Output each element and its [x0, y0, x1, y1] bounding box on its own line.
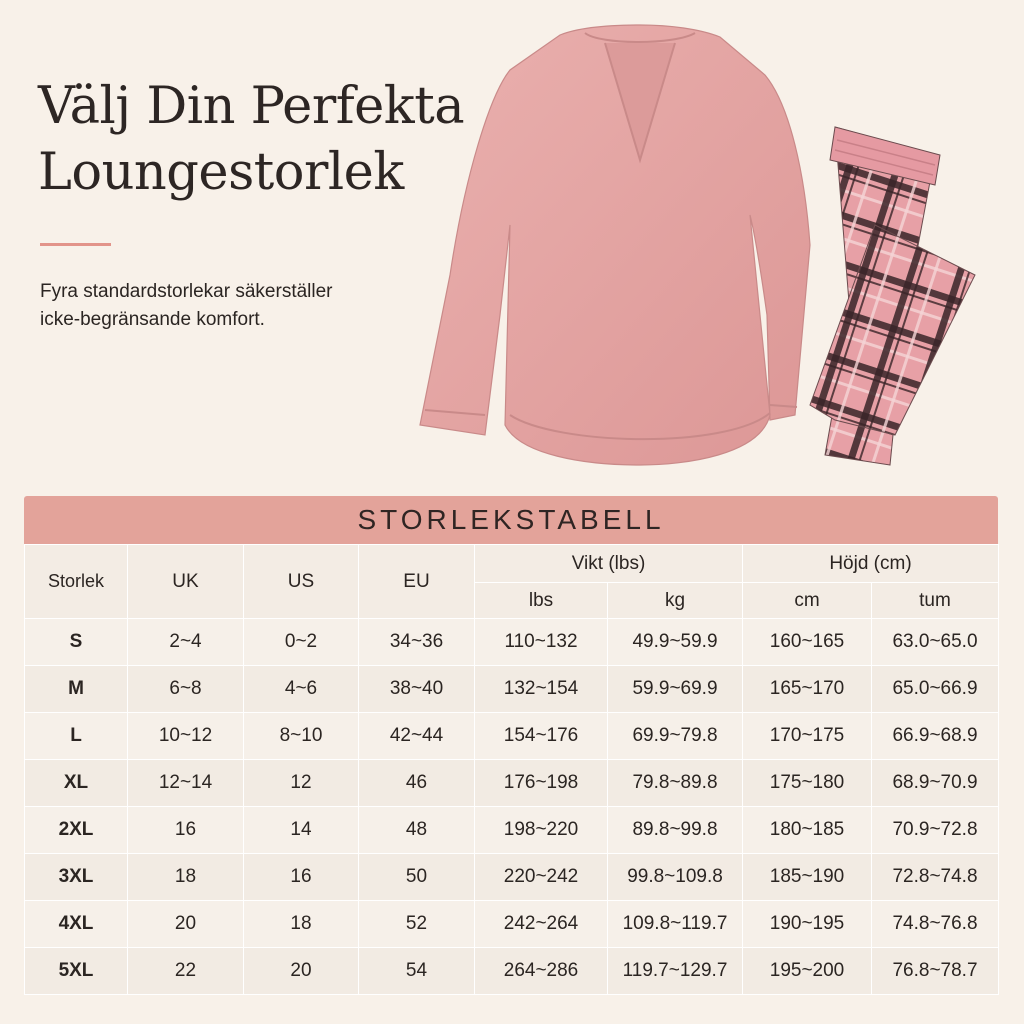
- cell-tum: 70.9~72.8: [872, 807, 999, 854]
- cell-eu: 54: [359, 948, 475, 995]
- cell-tum: 63.0~65.0: [872, 619, 999, 666]
- cell-lbs: 132~154: [475, 666, 608, 713]
- table-row: [25, 760, 999, 807]
- cell-size: 2XL: [25, 807, 128, 854]
- cell-eu: 46: [359, 760, 475, 807]
- subtitle-line-1: Fyra standardstorlekar säkerställer: [40, 281, 333, 302]
- cell-size: 5XL: [25, 948, 128, 995]
- pink-sweater: [420, 25, 810, 465]
- accent-divider: [40, 243, 111, 246]
- size-chart: [24, 496, 998, 998]
- cell-lbs: 176~198: [475, 760, 608, 807]
- cell-size: 3XL: [25, 854, 128, 901]
- cell-lbs: 110~132: [475, 619, 608, 666]
- title-line-2: Loungestorlek: [38, 143, 404, 202]
- cell-size: L: [25, 713, 128, 760]
- cell-eu: 34~36: [359, 619, 475, 666]
- cell-size: S: [25, 619, 128, 666]
- table-row: [25, 948, 999, 995]
- cell-kg: 49.9~59.9: [608, 619, 743, 666]
- cell-uk: 12~14: [128, 760, 244, 807]
- subtitle: [40, 278, 420, 334]
- cell-lbs: 264~286: [475, 948, 608, 995]
- cell-size: 4XL: [25, 901, 128, 948]
- cell-cm: 185~190: [743, 854, 872, 901]
- cell-kg: 109.8~119.7: [608, 901, 743, 948]
- cell-kg: 79.8~89.8: [608, 760, 743, 807]
- header-weight: Vikt (lbs): [475, 545, 743, 583]
- cell-tum: 68.9~70.9: [872, 760, 999, 807]
- size-chart-title: STORLEKSTABELL: [357, 504, 665, 535]
- cell-eu: 48: [359, 807, 475, 854]
- cell-eu: 42~44: [359, 713, 475, 760]
- cell-eu: 50: [359, 854, 475, 901]
- header-lbs: lbs: [475, 583, 608, 619]
- cell-cm: 190~195: [743, 901, 872, 948]
- cell-us: 12: [244, 760, 359, 807]
- cell-tum: 66.9~68.9: [872, 713, 999, 760]
- cell-us: 0~2: [244, 619, 359, 666]
- cell-cm: 180~185: [743, 807, 872, 854]
- cell-kg: 99.8~109.8: [608, 854, 743, 901]
- cell-cm: 165~170: [743, 666, 872, 713]
- cell-size: XL: [25, 760, 128, 807]
- cell-cm: 160~165: [743, 619, 872, 666]
- cell-uk: 22: [128, 948, 244, 995]
- header-tum: tum: [872, 583, 999, 619]
- table-row: [25, 807, 999, 854]
- cell-us: 4~6: [244, 666, 359, 713]
- cell-tum: 65.0~66.9: [872, 666, 999, 713]
- cell-tum: 74.8~76.8: [872, 901, 999, 948]
- plaid-pants: [810, 127, 975, 465]
- header-height: Höjd (cm): [743, 545, 999, 583]
- cell-us: 18: [244, 901, 359, 948]
- table-row: [25, 854, 999, 901]
- table-row: [25, 619, 999, 666]
- subtitle-line-2: icke-begränsande komfort.: [40, 309, 265, 330]
- cell-kg: 89.8~99.8: [608, 807, 743, 854]
- cell-eu: 52: [359, 901, 475, 948]
- table-row: [25, 666, 999, 713]
- cell-cm: 170~175: [743, 713, 872, 760]
- cell-uk: 2~4: [128, 619, 244, 666]
- header-uk: UK: [128, 545, 244, 619]
- table-row: [25, 713, 999, 760]
- cell-uk: 18: [128, 854, 244, 901]
- cell-uk: 20: [128, 901, 244, 948]
- cell-lbs: 198~220: [475, 807, 608, 854]
- cell-size: M: [25, 666, 128, 713]
- cell-tum: 76.8~78.7: [872, 948, 999, 995]
- header-size: Storlek: [25, 545, 128, 619]
- header-kg: kg: [608, 583, 743, 619]
- header-cm: cm: [743, 583, 872, 619]
- title-line-1: Välj Din Perfekta: [38, 77, 465, 136]
- cell-us: 8~10: [244, 713, 359, 760]
- cell-eu: 38~40: [359, 666, 475, 713]
- product-image: [405, 15, 1005, 485]
- cell-lbs: 154~176: [475, 713, 608, 760]
- cell-uk: 6~8: [128, 666, 244, 713]
- size-chart-header: [24, 496, 998, 544]
- header-eu: EU: [359, 545, 475, 619]
- cell-cm: 175~180: [743, 760, 872, 807]
- hero-section: [0, 0, 1024, 490]
- cell-kg: 119.7~129.7: [608, 948, 743, 995]
- cell-us: 16: [244, 854, 359, 901]
- cell-kg: 59.9~69.9: [608, 666, 743, 713]
- size-table: [24, 544, 999, 995]
- table-row: [25, 901, 999, 948]
- cell-us: 14: [244, 807, 359, 854]
- cell-us: 20: [244, 948, 359, 995]
- header-us: US: [244, 545, 359, 619]
- cell-lbs: 242~264: [475, 901, 608, 948]
- cell-lbs: 220~242: [475, 854, 608, 901]
- cell-tum: 72.8~74.8: [872, 854, 999, 901]
- cell-uk: 10~12: [128, 713, 244, 760]
- cell-cm: 195~200: [743, 948, 872, 995]
- cell-uk: 16: [128, 807, 244, 854]
- cell-kg: 69.9~79.8: [608, 713, 743, 760]
